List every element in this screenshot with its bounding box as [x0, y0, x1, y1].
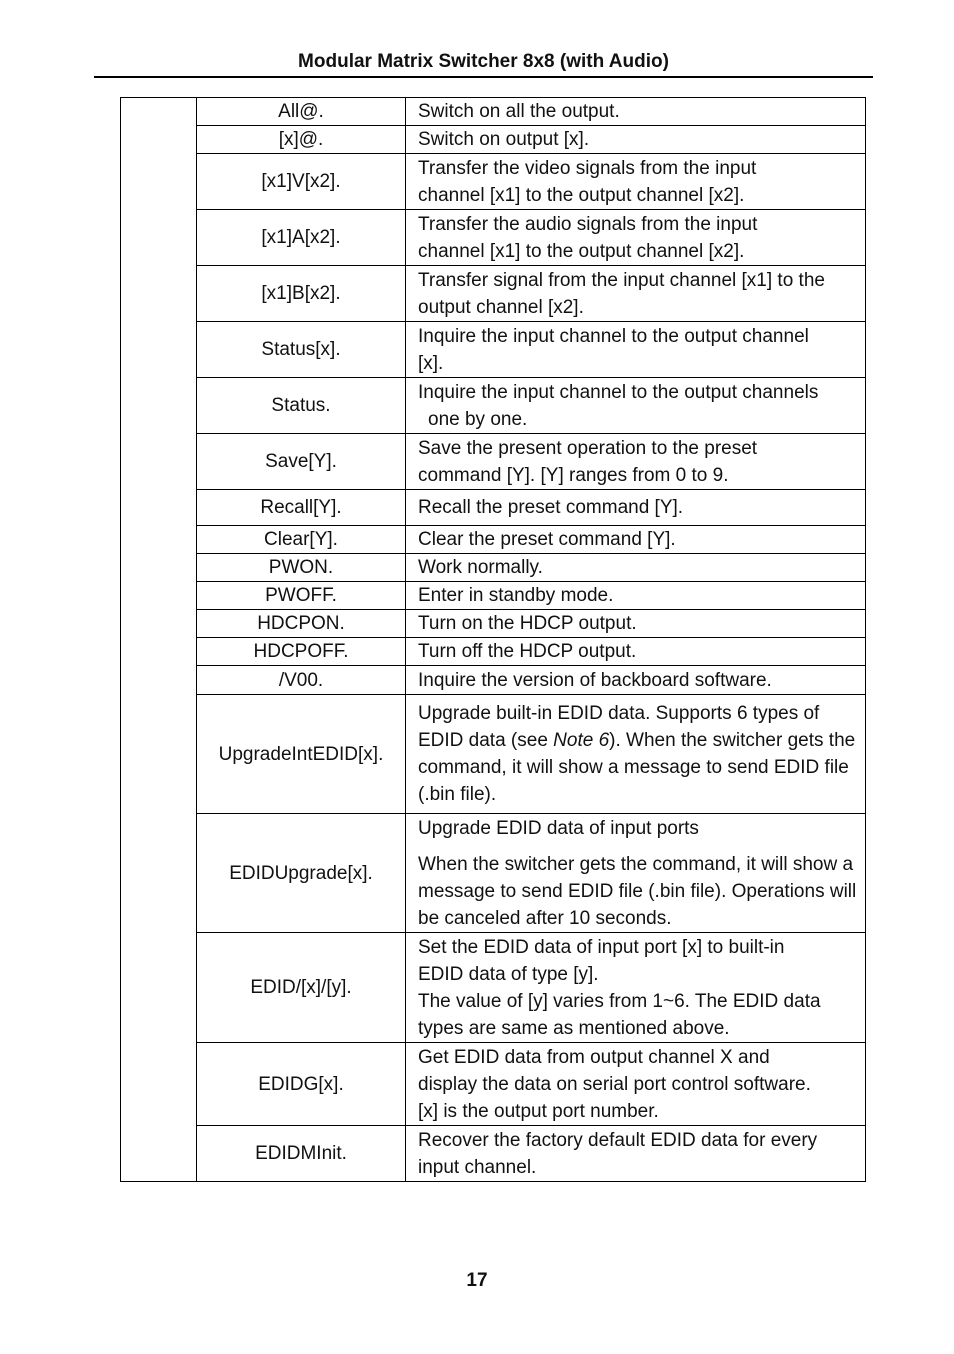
page-header-title: Modular Matrix Switcher 8x8 (with Audio) — [298, 51, 669, 72]
table-row — [121, 695, 866, 814]
command-cell: [x]@. — [197, 126, 406, 154]
note-reference: Note 6 — [553, 730, 610, 751]
description-cell: Turn on the HDCP output. — [406, 610, 866, 638]
table-row — [121, 638, 866, 666]
command-cell: HDCPOFF. — [197, 638, 406, 666]
description-cell: Recover the factory default EDID data for every input channel. — [406, 1126, 866, 1182]
command-cell: PWOFF. — [197, 582, 406, 610]
command-cell: Clear[Y]. — [197, 526, 406, 554]
command-cell: Save[Y]. — [197, 434, 406, 490]
command-cell: [x1]V[x2]. — [197, 154, 406, 210]
table-row — [121, 378, 866, 434]
table-row — [121, 154, 866, 210]
table-row — [121, 554, 866, 582]
command-cell: All@. — [197, 98, 406, 126]
command-cell: EDIDG[x]. — [197, 1043, 406, 1126]
table-row — [121, 434, 866, 490]
table-row — [121, 98, 866, 126]
command-table — [120, 97, 866, 1182]
table-row — [121, 266, 866, 322]
description-cell: Inquire the input channel to the output channel [x]. — [406, 322, 866, 378]
command-cell: PWON. — [197, 554, 406, 582]
table-row — [121, 490, 866, 526]
table-row — [121, 126, 866, 154]
command-cell: Recall[Y]. — [197, 490, 406, 526]
description-cell: Transfer the video signals from the input channel [x1] to the output channel [x2]. — [406, 154, 866, 210]
blank-category-cell — [121, 98, 197, 1182]
description-cell: Inquire the input channel to the output channels one by one. — [406, 378, 866, 434]
table-row — [121, 210, 866, 266]
table-row — [121, 1043, 866, 1126]
page-number: 17 — [466, 1270, 488, 1291]
command-cell: EDID/[x]/[y]. — [197, 933, 406, 1043]
command-cell: EDIDUpgrade[x]. — [197, 814, 406, 933]
command-cell: Status[x]. — [197, 322, 406, 378]
description-cell: Turn off the HDCP output. — [406, 638, 866, 666]
description-cell: Save the present operation to the preset command [Y]. [Y] ranges from 0 to 9. — [406, 434, 866, 490]
description-cell: Upgrade built-in EDID data. Supports 6 types of EDID data (see Note 6). When the switcher gets the command, it will show a message to send EDID file (.bin file). — [406, 695, 866, 814]
description-cell: Upgrade EDID data of input ports When the switcher gets the command, it will show a message to send EDID file (.bin file). Operations will be canceled after 10 seconds. — [406, 814, 866, 933]
description-cell: Transfer the audio signals from the input channel [x1] to the output channel [x2]. — [406, 210, 866, 266]
command-cell: Status. — [197, 378, 406, 434]
command-cell: [x1]B[x2]. — [197, 266, 406, 322]
description-cell: Clear the preset command [Y]. — [406, 526, 866, 554]
description-cell: Recall the preset command [Y]. — [406, 490, 866, 526]
description-cell: Switch on all the output. — [406, 98, 866, 126]
table-row — [121, 814, 866, 933]
description-cell: Inquire the version of backboard software. — [406, 666, 866, 695]
description-cell: Set the EDID data of input port [x] to built-in EDID data of type [y]. The value of [y] varies from 1~6. The EDID data types are same as mentioned above. — [406, 933, 866, 1043]
table-row — [121, 582, 866, 610]
table-row — [121, 666, 866, 695]
table-row — [121, 933, 866, 1043]
description-cell: Switch on output [x]. — [406, 126, 866, 154]
table-row — [121, 1126, 866, 1182]
table-row — [121, 610, 866, 638]
description-cell: Work normally. — [406, 554, 866, 582]
command-cell: HDCPON. — [197, 610, 406, 638]
description-cell: Get EDID data from output channel X and display the data on serial port control software. [x] is the output port number. — [406, 1043, 866, 1126]
description-cell: Transfer signal from the input channel [x1] to the output channel [x2]. — [406, 266, 866, 322]
command-cell: EDIDMInit. — [197, 1126, 406, 1182]
description-cell: Enter in standby mode. — [406, 582, 866, 610]
table-row — [121, 322, 866, 378]
header-divider — [94, 76, 873, 78]
command-cell: UpgradeIntEDID[x]. — [197, 695, 406, 814]
command-cell: [x1]A[x2]. — [197, 210, 406, 266]
table-row — [121, 526, 866, 554]
command-cell: /V00. — [197, 666, 406, 695]
